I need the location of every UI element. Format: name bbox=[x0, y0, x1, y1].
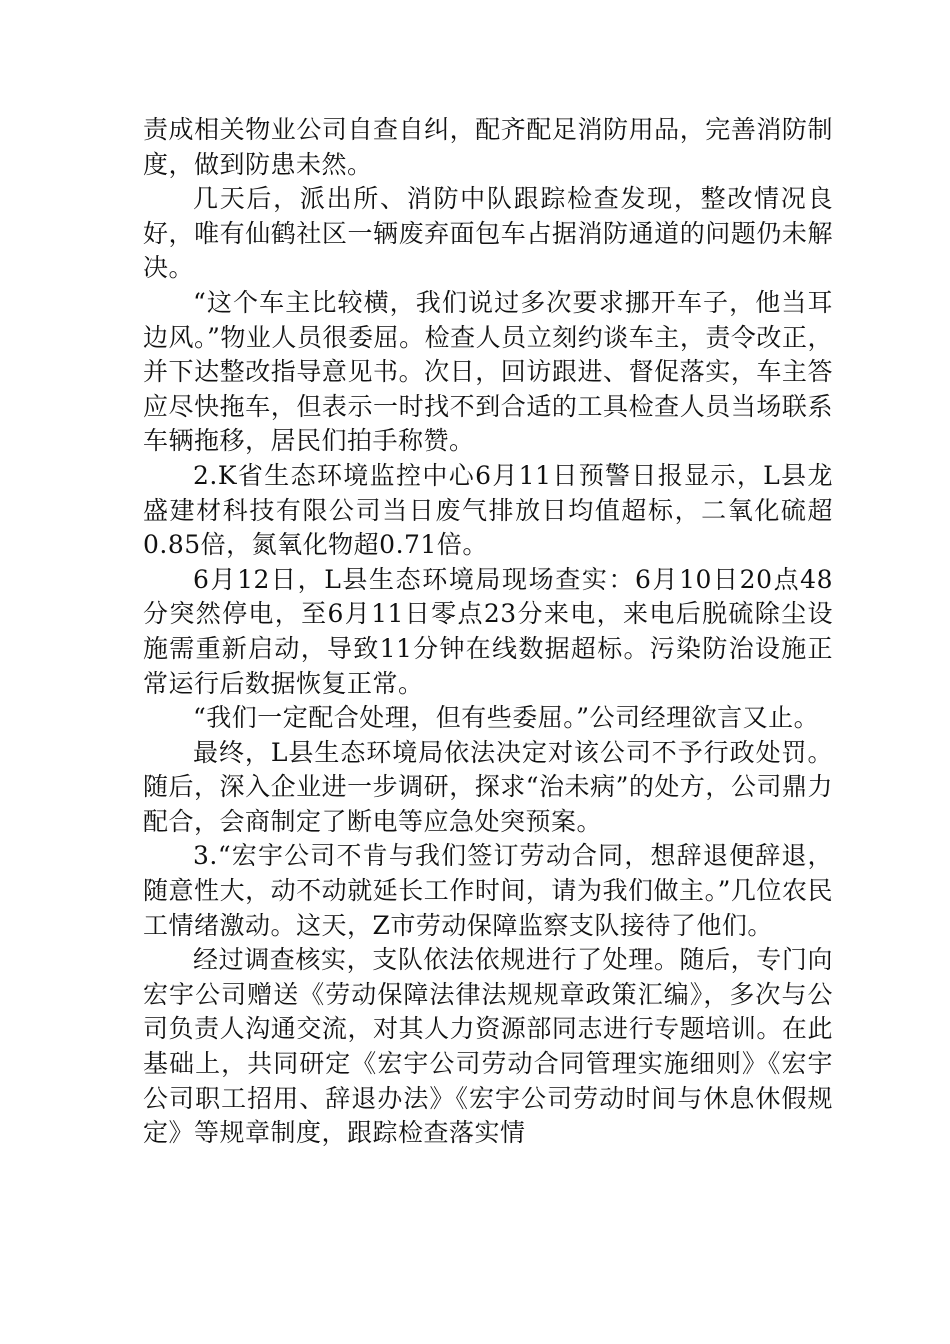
paragraph-3: “这个车主比较横，我们说过多次要求挪开车子，他当耳边风。”物业人员很委屈。检查人员立刻约谈车主，责令改正，并下达整改指导意见书。次日，回访跟进、督促落实，车主答应尽快拖车，但表示一时找不到合适的工具检查人员当场联系车辆拖移，居民们拍手称赞。 bbox=[143, 287, 833, 456]
paragraph-7: 最终，L县生态环境局依法决定对该公司不予行政处罚。随后，深入企业进一步调研，探求“治未病”的处方，公司鼎力配合，会商制定了断电等应急处突预案。 bbox=[143, 737, 833, 836]
paragraph-4: 2.K省生态环境监控中心6月11日预警日报显示，L县龙盛建材科技有限公司当日废气排放日均值超标，二氧化硫超0.85倍，氮氧化物超0.71倍。 bbox=[143, 460, 833, 560]
document-body bbox=[143, 113, 833, 1151]
paragraph-6: “我们一定配合处理，但有些委屈。”公司经理欲言又止。 bbox=[193, 703, 820, 733]
paragraph-1: 责成相关物业公司自查自纠，配齐配足消防用品，完善消防制度，做到防患未然。 bbox=[143, 115, 833, 179]
paragraph-9: 经过调查核实，支队依法依规进行了处理。随后，专门向宏宇公司赠送《劳动保障法律法规规章政策汇编》，多次与公司负责人沟通交流，对其人力资源部同志进行专题培训。在此基础上，共同研定《宏宇公司劳动合同管理实施细则》《宏宇公司职工招用、辞退办法》《宏宇公司劳动时间与休息休假规定》等规章制度，跟踪检查落实情 bbox=[143, 945, 833, 1148]
paragraph-5: 6月12日，L县生态环境局现场查实：6月10日20点48分突然停电，至6月11日零点23分来电，来电后脱硫除尘设施需重新启动，导致11分钟在线数据超标。污染防治设施正常运行后数据恢复正常。 bbox=[143, 564, 833, 698]
paragraph-8: 3.“宏宇公司不肯与我们签订劳动合同，想辞退便辞退，随意性大，动不动就延长工作时间，请为我们做主。”几位农民工情绪激动。这天，Z市劳动保障监察支队接待了他们。 bbox=[143, 841, 833, 940]
paragraph-2: 几天后，派出所、消防中队跟踪检查发现，整改情况良好，唯有仙鹤社区一辆废弃面包车占据消防通道的问题仍未解决。 bbox=[143, 184, 833, 283]
